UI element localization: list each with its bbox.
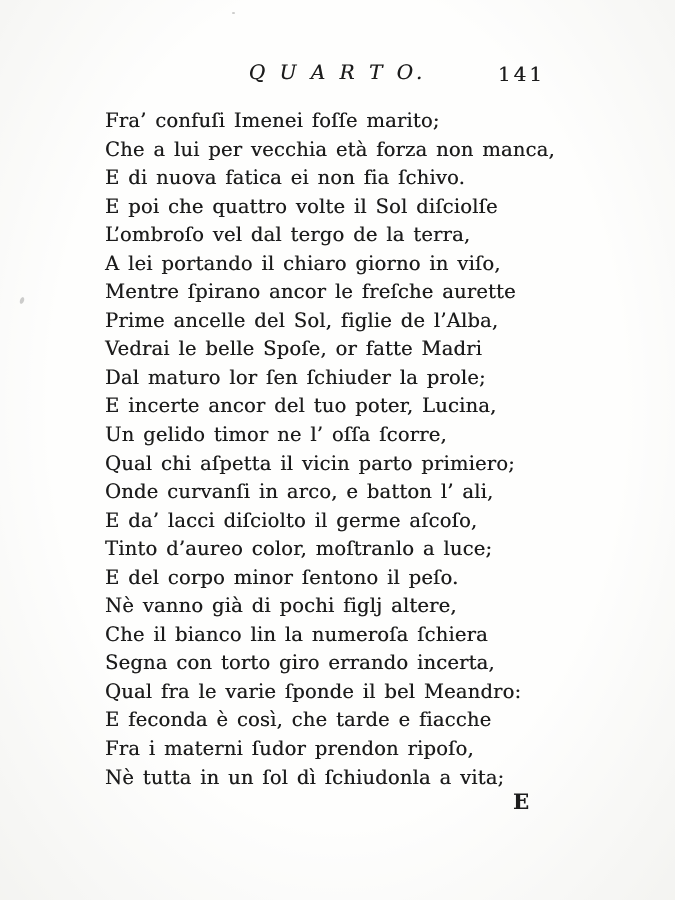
poem-line: Che a lui per vecchia età forza non manca, bbox=[105, 137, 555, 161]
poem-line: Fra’ confuſi Imenei foſſe marito; bbox=[105, 109, 440, 132]
poem-line: Un gelido timor ne l’ oſſa ſcorre, bbox=[105, 423, 447, 447]
poem-line: Tinto d’aureo color, moſtranlo a luce; bbox=[105, 537, 493, 561]
poem-line: A lei portando il chiaro giorno in viſo, bbox=[105, 251, 501, 275]
poem-line: Vedrai le belle Spoſe, or fatte Madri bbox=[105, 337, 483, 361]
scan-speck bbox=[19, 297, 25, 305]
poem-text-block bbox=[105, 107, 645, 792]
poem-line: L’ombroſo vel dal tergo de la terra, bbox=[105, 223, 471, 247]
section-title: Q U A R T O. bbox=[248, 60, 427, 84]
poem-line: Qual fra le varie ſponde il bel Meandro: bbox=[105, 679, 522, 703]
poem-line: E feconda è così, che tarde e fiacche bbox=[105, 708, 492, 732]
poem-line: Nè vanno già di pochi figlj altere, bbox=[105, 594, 457, 618]
poem-line: Dal maturo lor ſen ſchiuder la prole; bbox=[105, 365, 486, 389]
poem-line: E poi che quattro volte il Sol diſciolſe bbox=[105, 194, 498, 218]
poem-line: Fra i materni ſudor prendon ripoſo, bbox=[105, 737, 474, 761]
poem-line: Qual chi aſpetta il vicin parto primiero; bbox=[105, 451, 515, 475]
poem-line: Nè tutta in un ſol dì ſchiudonla a vita; bbox=[105, 765, 505, 789]
poem-line: Prime ancelle del Sol, figlie de l’Alba, bbox=[105, 308, 499, 332]
poem-line: Onde curvanſi in arco, e batton l’ ali, bbox=[105, 480, 494, 504]
poem-line: Mentre ſpirano ancor le freſche aurette bbox=[105, 280, 516, 304]
poem-line: Segna con torto giro errando incerta, bbox=[105, 651, 495, 675]
poem-line: Che il bianco lin la numeroſa ſchiera bbox=[105, 622, 488, 646]
scan-speck bbox=[232, 12, 235, 14]
poem-line: E da’ lacci diſciolto il germe aſcoſo, bbox=[105, 508, 478, 532]
poem-line: E del corpo minor ſentono il peſo. bbox=[105, 565, 459, 589]
running-head bbox=[0, 60, 675, 84]
poem-line: E di nuova fatica ei non fia ſchivo. bbox=[105, 166, 465, 190]
catchword: E bbox=[513, 789, 530, 814]
poem-line: E incerte ancor del tuo poter, Lucina, bbox=[105, 394, 497, 418]
page-number: 141 bbox=[497, 62, 545, 86]
